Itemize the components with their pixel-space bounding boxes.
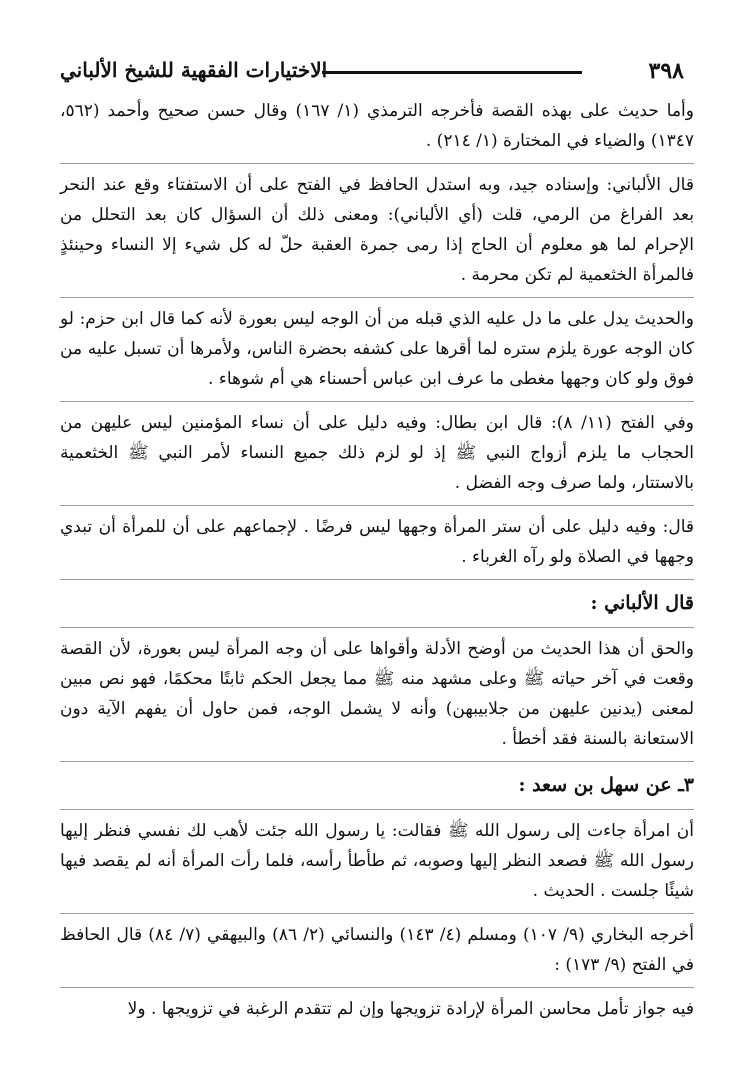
paragraph-separator — [60, 505, 694, 506]
heading-albani-said: قال الألباني : — [590, 592, 694, 614]
paragraph-takhrij: أخرجه البخاري (٩/ ١٠٧) ومسلم (٤/ ١٤٣) والنسائي (٢/ ٨٦) والبيهقي (٧/ ٨٤) قال الحافظ في الفتح (٩/ ١٧٣) : — [60, 925, 694, 975]
paragraph-covering-not-obligatory: قال: وفيه دليل على أن ستر المرأة وجهها ليس فرضًا . لإجماعهم على أن للمرأة أن تبدي وجهها في الصلاة ولو رآه الغرباء . — [60, 517, 694, 567]
paragraph-separator — [60, 579, 694, 580]
paragraph-fath-quote: وفي الفتح (١١/ ٨): قال ابن بطال: وفيه دليل على أن نساء المؤمنين ليس عليهن من الحجاب ما يلزم أزواج النبي ﷺ إذ لو لزم ذلك جميع النساء لأمر النبي ﷺ الخثعمية بالاستتار، ولما صرف وجه الفضل . — [60, 413, 694, 493]
header-rule — [322, 71, 582, 74]
paragraph-albani-comment: قال الألباني: وإسناده جيد، وبه استدل الحافظ في الفتح على أن الاستفتاء وقع عند النحر بعد الفراغ من الرمي، قلت (أي الألباني): ومعنى ذلك أن السؤال كان بعد التحلل من الإحرام لما هو معلوم أن الحاج إذا رمى جمرة العقبة حلّ له كل شيء إلا النساء وحينئذٍ فالمرأة الخثعمية لم تكن محرمة . — [60, 175, 694, 285]
paragraph-citation-ali: وأما حديث على بهذه القصة فأخرجه الترمذي (١/ ١٦٧) وقال حسن صحيح وأحمد (٥٦٢، ١٣٤٧) والضياء في المختارة (١/ ٢١٤) . — [60, 101, 694, 151]
paragraph-separator — [60, 761, 694, 762]
paragraph-separator — [60, 809, 694, 810]
page-number: ٣٩٨ — [648, 58, 684, 84]
heading-sahl-ibn-saad: ٣ـ عن سهل بن سعد : — [518, 774, 694, 796]
paragraph-separator — [60, 163, 694, 164]
paragraph-separator — [60, 987, 694, 988]
paragraph-hadith-woman: أن امرأة جاءت إلى رسول الله ﷺ فقالت: يا رسول الله جئت لأهب لك نفسي فنظر إليها رسول الله ﷺ فصعد النظر إليها وصوبه، ثم طأطأ رأسه، فلما رأت المرأة أنه لم يقصد فيها شيئًا جلست . الحديث . — [60, 821, 694, 901]
paragraph-separator — [60, 297, 694, 298]
page-body — [60, 96, 694, 1058]
paragraph-face-not-awrah: والحديث يدل على ما دل عليه الذي قبله من أن الوجه ليس بعورة لأنه كما قال ابن حزم: لو كان الوجه عورة يلزم ستره لما أقرها على كشفه بحضرة الناس، ولأمرها أن تسبل عليه من فوق ولو كان وجهها مغطى ما عرف ابن عباس أحسناء هي أم شوهاء . — [60, 309, 694, 389]
page-header — [60, 52, 684, 92]
paragraph-separator — [60, 627, 694, 628]
paragraph-truth-statement: والحق أن هذا الحديث من أوضح الأدلة وأقواها على أن وجه المرأة ليس بعورة، لأن القصة وقعت في آخر حياته ﷺ وعلى مشهد منه ﷺ مما يجعل الحكم ثابتًا محكمًا، فهو نص مبين لمعنى (يدنين عليهن من جلابيبهن) وأنه لا يشمل الوجه، فمن حاول أن يفهم الآية دون الاستعانة بالسنة فقد أخطأ . — [60, 639, 694, 749]
running-title: الاختيارات الفقهية للشيخ الألباني — [60, 58, 328, 82]
paragraph-separator — [60, 913, 694, 914]
paragraph-permissibility: فيه جواز تأمل محاسن المرأة لإرادة تزويجها وإن لم تتقدم الرغبة في تزويجها . ولا — [127, 999, 694, 1019]
paragraph-separator — [60, 401, 694, 402]
